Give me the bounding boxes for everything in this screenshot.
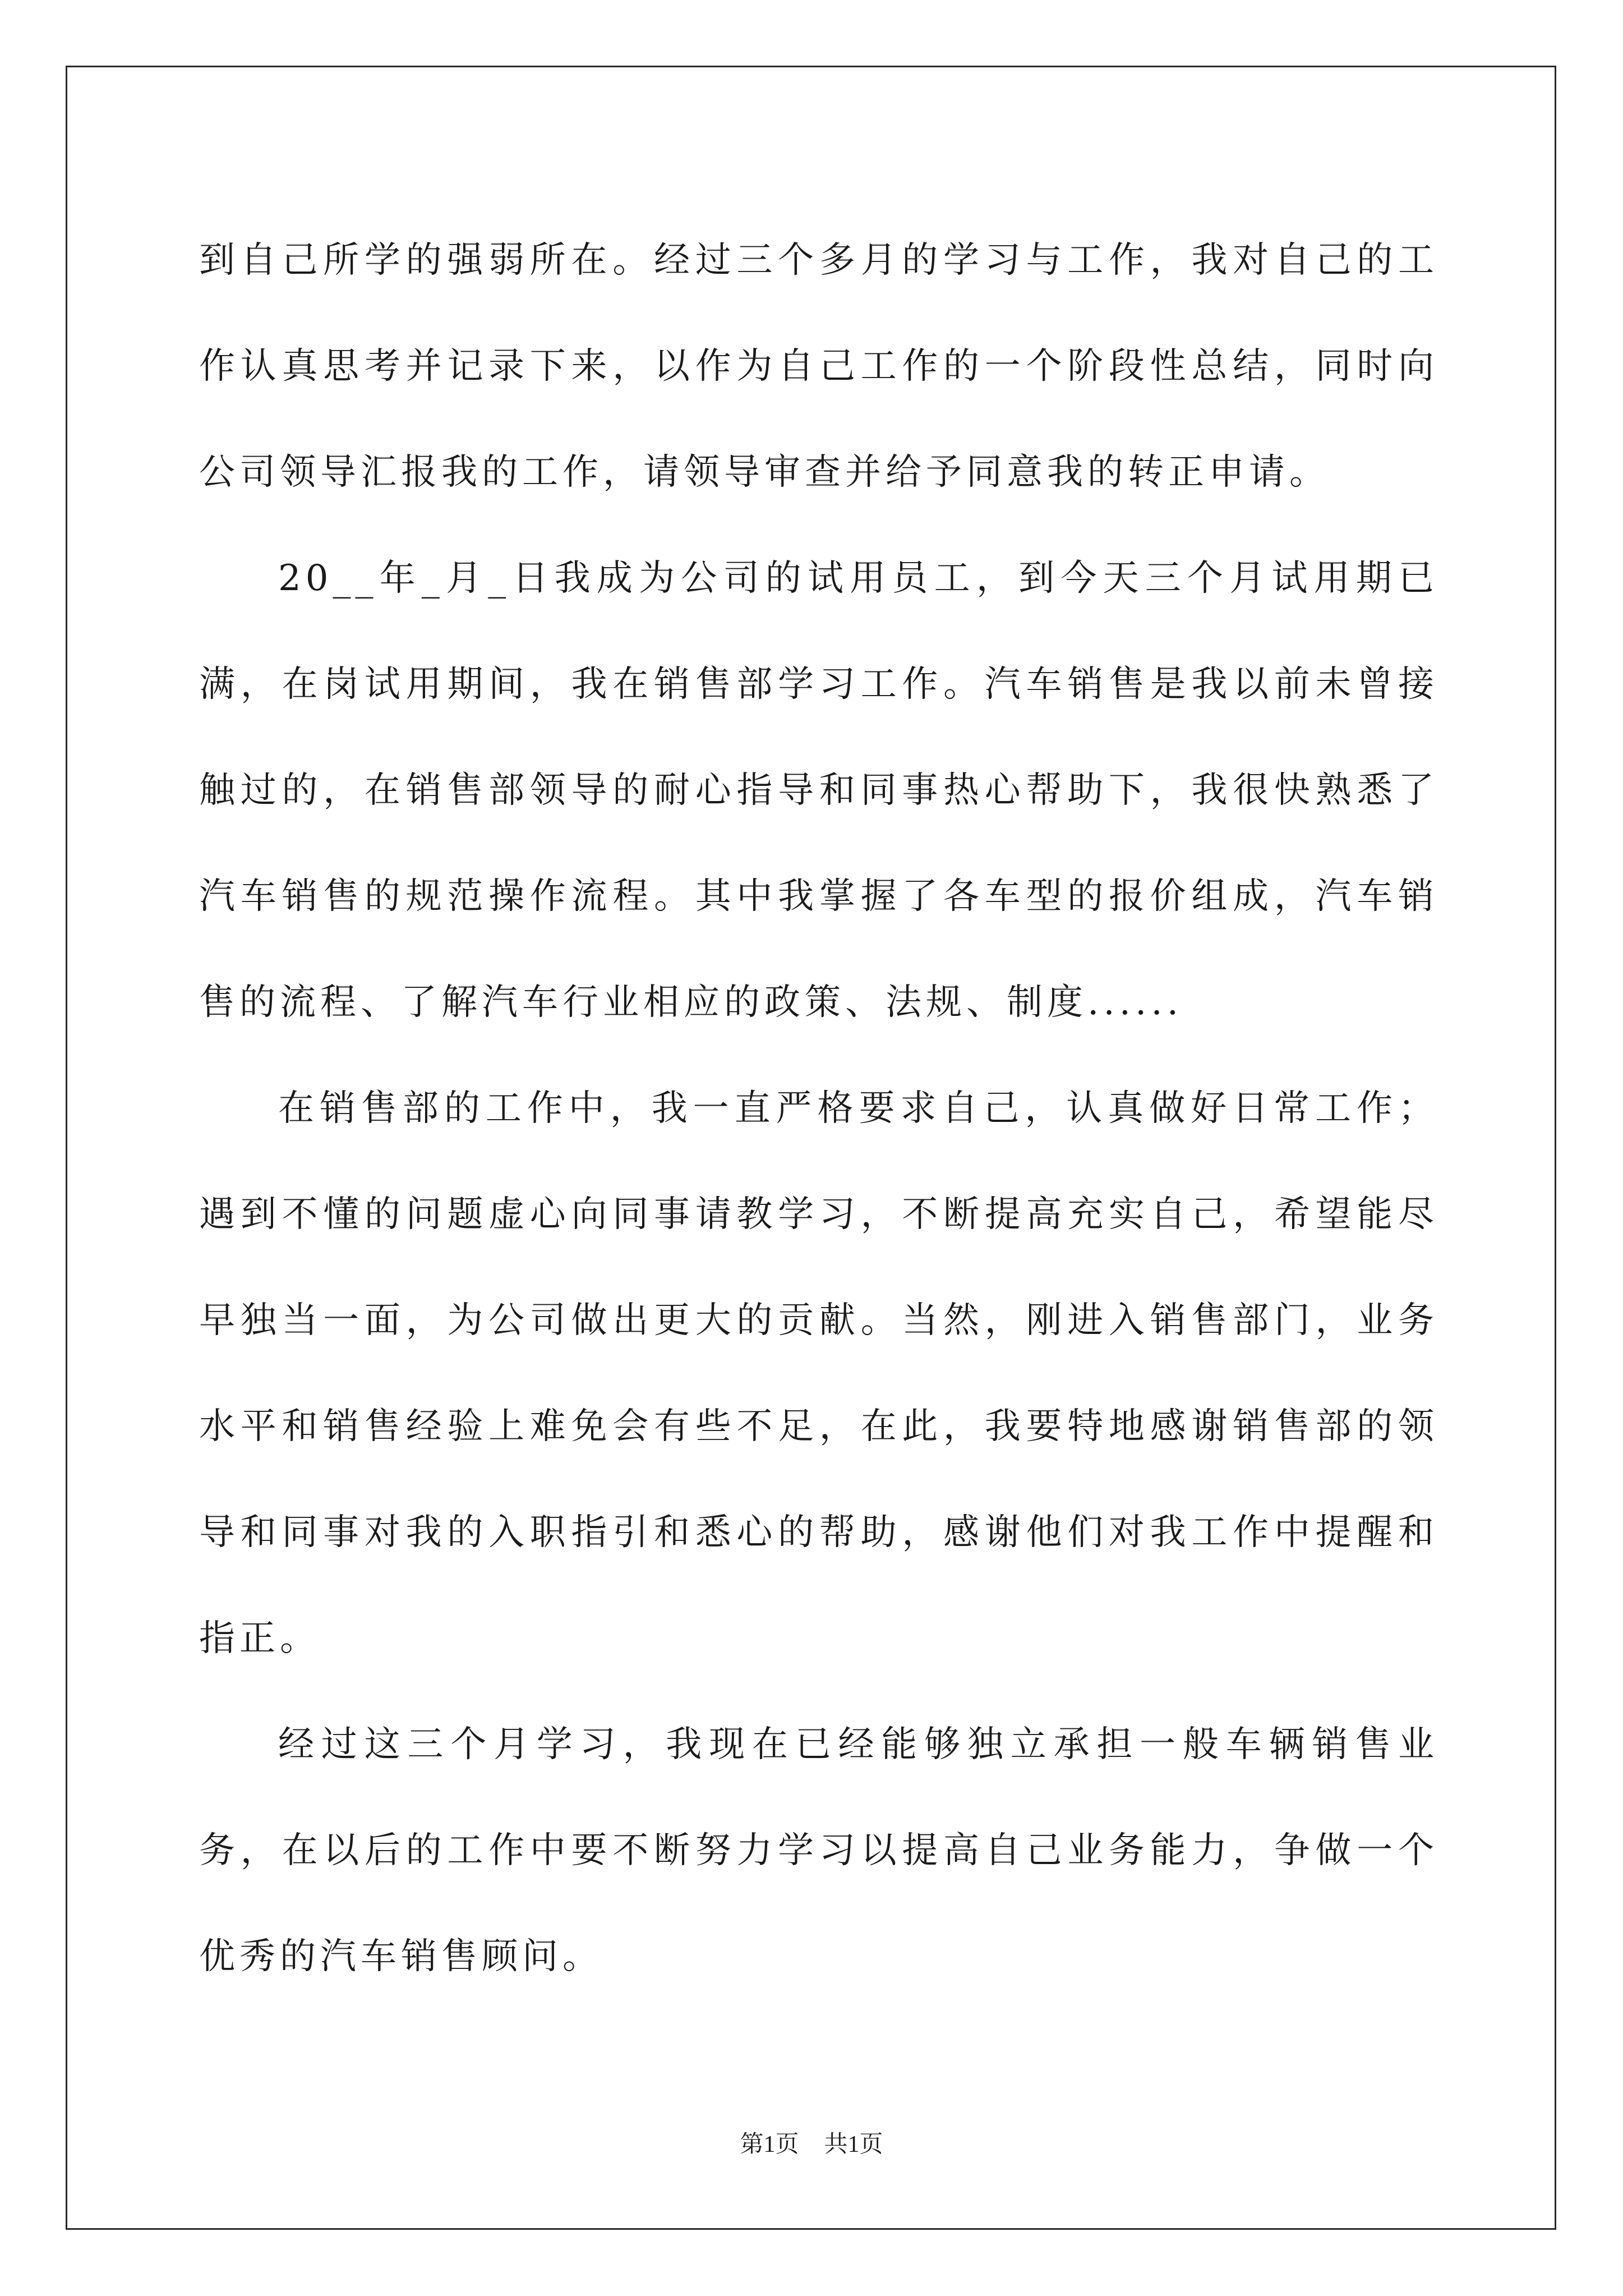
paragraph-1: 到自己所学的强弱所在。经过三个多月的学习与工作，我对自己的工作认真思考并记录下来，以作为自己工作的一个阶段性总结，同时向公司领导汇报我的工作，请领导审查并给予同意我的转正申请。 xyxy=(199,240,1438,493)
document-body xyxy=(199,208,1438,2010)
paragraph-2: 20__年_月_日我成为公司的试用员工，到今天三个月试用期已满，在岗试用期间，我在销售部学习工作。汽车销售是我以前未曾接触过的，在销售部领导的耐心指导和同事热心帮助下，我很快熟悉了汽车销售的规范操作流程。其中我掌握了各车型的报价组成，汽车销售的流程、了解汽车行业相应的政策、法规、制度...... xyxy=(199,558,1438,1023)
page-number-current: 第1页 xyxy=(740,2132,799,2157)
page-number-total: 共1页 xyxy=(824,2132,883,2157)
paragraph-3: 在销售部的工作中，我一直严格要求自己，认真做好日常工作；遇到不懂的问题虚心向同事请教学习，不断提高充实自己，希望能尽早独当一面，为公司做出更大的贡献。当然，刚进入销售部门，业务水平和销售经验上难免会有些不足，在此，我要特地感谢销售部的领导和同事对我的入职指引和悉心的帮助，感谢他们对我工作中提醒和指正。 xyxy=(199,1088,1438,1659)
page-footer xyxy=(0,2128,1623,2161)
paragraph-4: 经过这三个月学习，我现在已经能够独立承担一般车辆销售业务，在以后的工作中要不断努力学习以提高自己业务能力，争做一个优秀的汽车销售顾问。 xyxy=(199,1724,1438,1977)
